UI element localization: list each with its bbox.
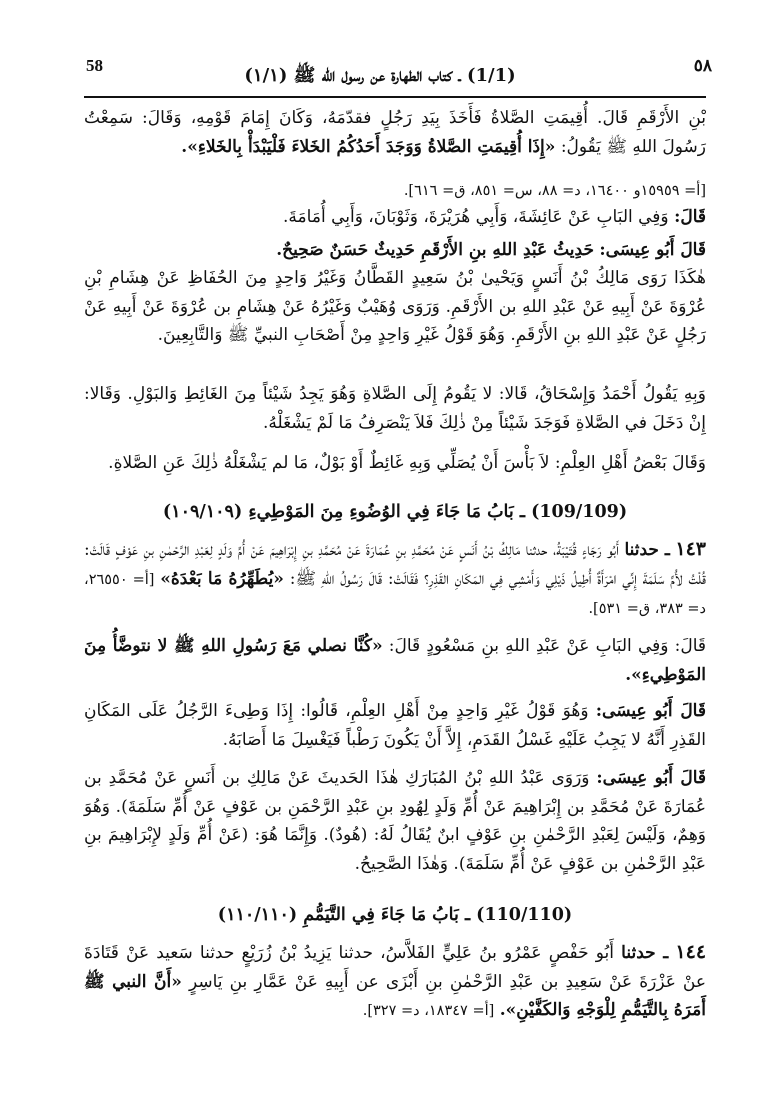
hadith-quote: «أَنَّ النبي ﷺ أَمَرَهُ بِالتَّيَمُّمِ لِلْوَجْهِ وَالكَفَّيْنِ». bbox=[84, 971, 706, 1021]
hadith-isnad: أَبُو رَجَاءٍ قُتَيْبَةُ، حدثنا مَالِكُ بْنُ أَنَسٍ عَنْ مُحَمَّدِ بنِ عُمَارَةَ عَنْ مُحَمَّدِ بنِ إِبْرَاهِيمَ عَنْ أُمِّ وَلَدٍ لِعَبْدِ الرَّحْمٰنِ بنِ عَوْفٍ قَالَتْ: قُلْتُ لأُمِّ سَلَمَةَ إِنِّي امْرَأَةٌ أُطِيلُ ذَيْلِي وَأَمْشِي فِي المَكَانِ القَذِرِ؟ فَقَالَتْ: قَالَ رَسُولُ اللهِ ﷺ: bbox=[84, 540, 707, 589]
abu-isa-label: قَالَ أَبُو عِيسَى: bbox=[596, 768, 706, 788]
hadith-quote: «إِذَا أُقِيمَتِ الصَّلاةُ وَوَجَدَ أَحَدُكُمُ الخَلاءَ فَلْيَبْدَأْ بِالخَلاءِ». bbox=[181, 136, 556, 157]
chapter-title: (109/109) ـ بَابُ مَا جَاءَ فِي الوُضُوءِ مِنَ المَوْطِيءِ (١٠٩/١٠٩) bbox=[162, 502, 628, 522]
haddathana-label: ـ حدثنا bbox=[624, 540, 670, 560]
hadith-143 bbox=[84, 535, 706, 624]
hadith-isnad: أَبُو حَفْصٍ عَمْرُو بنُ عَلِيٍّ الفَلاَّسُ، حدثنا يَزِيدُ بْنُ زُرَيْعٍ حدثنا سَعيد عَنْ قَتَادَةَ عنْ عَزْرَةَ عَنْ سَعِيدِ بن عَبْدِ الرَّحْمٰنِ بنِ أَبْزَى عن أَبِيهِ عَنْ عَمَّارِ بنِ يَاسِرٍ bbox=[84, 943, 707, 992]
page-number-arabic: ٥٨ bbox=[693, 56, 712, 76]
page-number-latin: 58 bbox=[86, 56, 103, 75]
hadith-144 bbox=[84, 938, 706, 1026]
hadith-continuation bbox=[84, 104, 706, 161]
qala-text: وَفِي البَابِ عَنْ عَائِشَةَ، وَأَبِي هُرَيْرَةَ، وَثَوْبَانَ، وَأَبِي أُمَامَةَ. bbox=[283, 207, 669, 227]
abu-isa-label: قَالَ أَبُو عِيسَى: bbox=[599, 240, 706, 260]
paragraph: هٰكَذَا رَوَى مَالِكُ بْنُ أَنَسٍ وَيَحْيىٰ بْنُ سَعِيدٍ القَطَّانُ وَغَيْرُ وَاحِدٍ مِنَ الحُفَاظِ عَنْ هِشَامِ بْنِ عُرْوَةَ عَنْ أَبِيهِ عَنْ عَبْدِ اللهِ بن الأَرْقَمِ. وَرَوَى وُهَيْبٌ وَغَيْرُهُ عَنْ هِشَامِ بن عُرْوَةَ عَنْ أَبِيهِ عَنْ رَجُلٍ عَنْ عَبْدِ اللهِ بنِ الأَرْقَمِ. وَهُوَ قَوْلُ غَيْرِ وَاحِدٍ مِنْ أَصْحَابِ النبيِّ ﷺ وَالتَّابِعِينَ. bbox=[84, 268, 706, 346]
hadith-text: بْنِ الأَرْقَمِ قَالَ. أُقِيمَتِ الصَّلاةُ فَأَخَذَ بِيَدِ رَجُلٍ فقدّمَهُ، وَكَانَ إِمَامَ قَوْمِهِ، وَقَالَ: سَمِعْتُ رَسُولَ اللهِ ﷺ يَقُولُ: bbox=[84, 108, 706, 157]
takhrij-reference: [أ= ٢٦٥٥٠، د= ٣٨٣، ق= ٥٣١]. bbox=[84, 571, 706, 618]
hadith-number: ١٤٣ bbox=[675, 538, 706, 560]
abu-isa-label: قَالَ أَبُو عِيسَى: bbox=[595, 701, 706, 721]
qala-label: قَالَ: bbox=[674, 207, 706, 227]
running-title: (1/1) ـ كتاب الطهارة عن رسول الله ﷺ (١/١) bbox=[244, 65, 516, 86]
paragraph: وَبِهِ يَقُولُ أَحْمَدُ وَإِسْحَاقُ، قَالا: لا يَقُومُ إِلَى الصَّلاةِ وَهُوَ يَجِدُ شَيْئاً مِنَ الغَائِطِ وَالبَوْلِ. وَقَالا: إِنْ دَخَلَ في الصَّلاةِ فَوَجَدَ شَيْئاً مِنْ ذٰلِكَ فَلاَ يَنْصَرِفُ مَا لَمْ يَشْغَلْهُ. bbox=[84, 384, 706, 433]
paragraph: وَقَالَ بَعْضُ أَهْلِ العِلْمِ: لاَ بَأْسَ أَنْ يُصَلِّي وَبِهِ غَائِطٌ أَوْ بَوْلٌ، مَا لم يَشْغَلْهُ ذٰلِكَ عَنِ الصَّلاةِ. bbox=[108, 453, 706, 473]
abu-isa-text: وَرَوَى عَبْدُ اللهِ بْنُ المُبَارَكِ هٰذَا الحَديثَ عَنْ مَالِكِ بن أَنَسٍ عَنْ مُحَمَّدِ بن عُمَارَةَ عَنْ مُحَمَّدِ بن إِبْرَاهِيمَ عَنْ أُمِّ وَلَدٍ لِهُودِ بنِ عَبْدِ الرَّحْمَنِ بن عَوْفٍ عَنْ أُمِّ سَلَمَةَ). وَهُوَ وَهِمٌ، وَلَيْسَ لِعَبْدِ الرَّحْمٰنِ بنِ عَوْفٍ ابنٌ يُقَالُ لَهُ: (هُودٌ). وَإِنَّمَا هُوَ: (عَنْ أُمِّ وَلَدٍ لإِبْرَاهِيمَ بنِ عَبْدِ الرَّحْمٰنِ بن عَوْفٍ عَنْ أُمِّ سَلَمَةَ). وَهٰذَا الصَّحِيحُ. bbox=[84, 768, 706, 874]
qala-line bbox=[84, 632, 706, 689]
takhrij-reference: [أ= ١٨٣٤٧، د= ٣٢٧]. bbox=[362, 1003, 495, 1020]
haddathana-label: ـ حدثنا bbox=[621, 943, 669, 963]
abu-isa-paragraph bbox=[84, 764, 706, 878]
qala-text: قَالَ: وَفِي البَابِ عَنْ عَبْدِ اللهِ بنِ مَسْعُودٍ قَالَ: bbox=[388, 636, 706, 656]
abu-isa-text: وَهُوَ قَوْلُ غَيْرِ وَاحِدٍ مِنْ أَهْلِ العِلْمِ، قَالُوا: إِذَا وَطِىءَ الرَّجُلُ عَلَى المَكَانِ القَذِرِ أَنَّهُ لا يَجِبُ عَلَيْهِ غَسْلُ القَدَمِ، إِلاَّ أَنْ يَكُونَ رَطْباً فَيَغْسِلَ مَا أَصَابَهُ. bbox=[84, 701, 706, 750]
abu-isa-paragraph bbox=[84, 697, 706, 754]
qala-quote: «كُنَّا نصلي مَعَ رَسُولِ اللهِ ﷺ لا نتوضَّأُ مِنَ المَوْطِيءِ». bbox=[84, 636, 706, 685]
hadith-number: ١٤٤ bbox=[675, 941, 707, 963]
qala-line bbox=[84, 203, 706, 232]
chapter-title: (110/110) ـ بَابُ مَا جَاءَ فِي التَّيَمُّمِ (١١٠/١١٠) bbox=[217, 905, 573, 925]
abu-isa-text: حَدِيثُ عَبْدِ اللهِ بنِ الأَرْقَمِ حَدِيثٌ حَسَنٌ صَحِيحٌ. bbox=[276, 240, 594, 260]
takhrij-reference: [أ= ١٥٩٥٩و ١٦٤٠٠، د= ٨٨، س= ٨٥١، ق= ٦١٦]. bbox=[403, 183, 706, 199]
header-rule bbox=[84, 96, 706, 98]
hadith-quote: «يُطَهِّرُهُ مَا بَعْدَهُ» bbox=[160, 568, 284, 589]
abu-isa-grading bbox=[84, 236, 706, 265]
